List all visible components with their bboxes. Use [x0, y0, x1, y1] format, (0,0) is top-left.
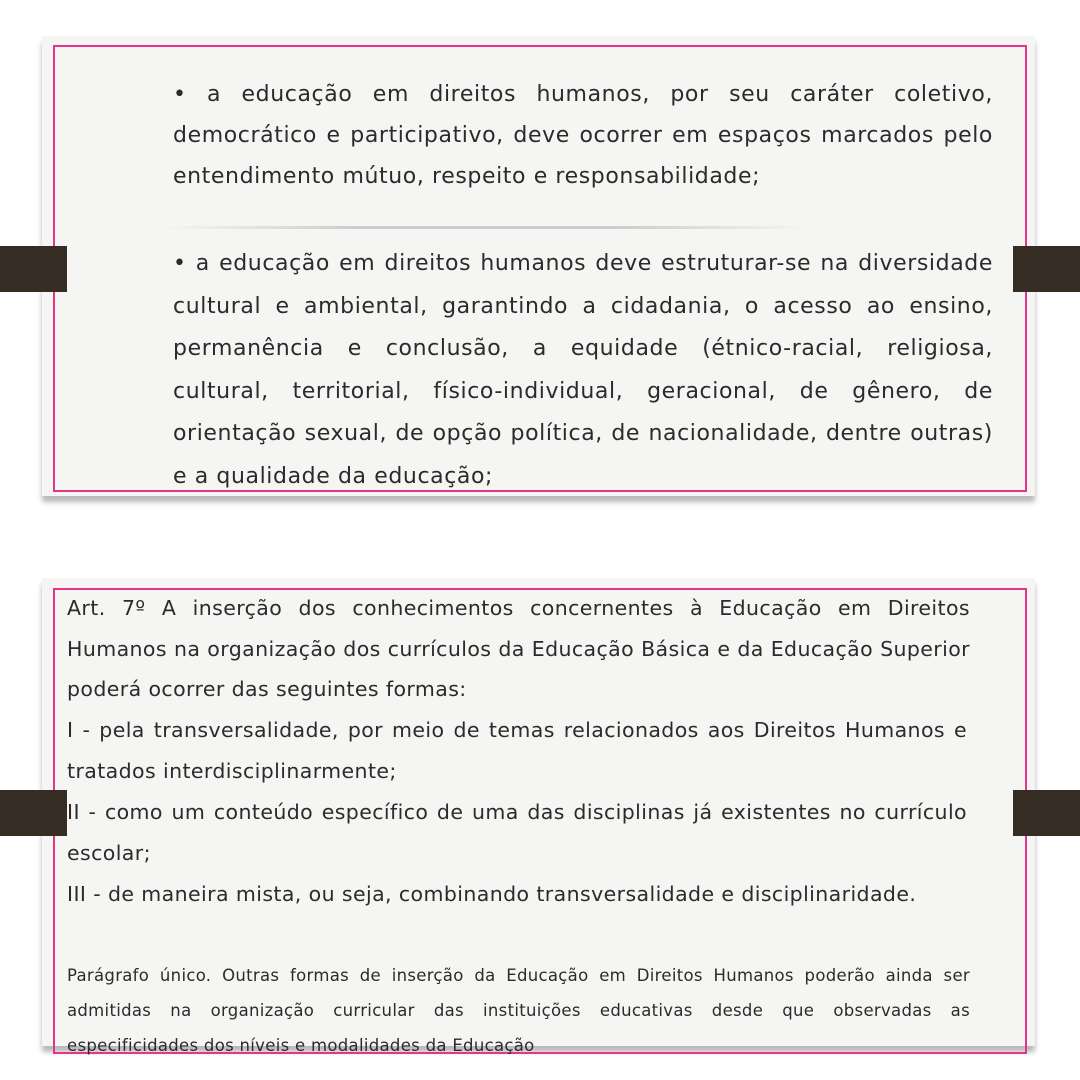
binder-tab-right-bottom [1013, 790, 1080, 836]
binder-tab-left-bottom [0, 790, 67, 836]
bullet-cultural-diversity: • a educação em direitos humanos deve estruturar-se na diversidade cultural e ambiental, garantindo a cidadania, o acesso ao ensino, permanência e conclusão, a equidade (étnico-racial, religiosa, cultural, territorial, físico-individual, geracional, de gênero, de orientação sexual, de opção política, de nacionalidade, dentre outras) e a qualidade da educação; [173, 251, 993, 489]
article-item-i: I - pela transversalidade, por meio de temas relacionados aos Direitos Humanos e tratados interdisciplinarmente; [67, 718, 967, 783]
slide-divider [162, 226, 812, 229]
bullet-mutual-understanding: • a educação em direitos humanos, por seu caráter coletivo, democrático e participativo, deve ocorrer em espaços marcados pelo entendimento mútuo, respeito e responsabilidade; [173, 82, 993, 189]
article-item-iii: III - de maneira mista, ou seja, combinando transversalidade e disciplinaridade. [67, 882, 917, 906]
binder-tab-right-top [1013, 246, 1080, 292]
binder-tab-left-top [0, 246, 67, 292]
article-7-intro: Art. 7º A inserção dos conhecimentos concernentes à Educação em Direitos Humanos na organização dos currículos da Educação Básica e da Educação Superior poderá ocorrer das seguintes formas: [67, 596, 970, 701]
paragraph-unique: Parágrafo único. Outras formas de inserção da Educação em Direitos Humanos poderão ainda ser admitidas na organização curricular das instituições educativas desde que observadas as especificidades dos níveis e modalidades da Educação [67, 966, 970, 1055]
article-item-ii: II - como um conteúdo específico de uma das disciplinas já existentes no currículo escolar; [67, 800, 967, 865]
